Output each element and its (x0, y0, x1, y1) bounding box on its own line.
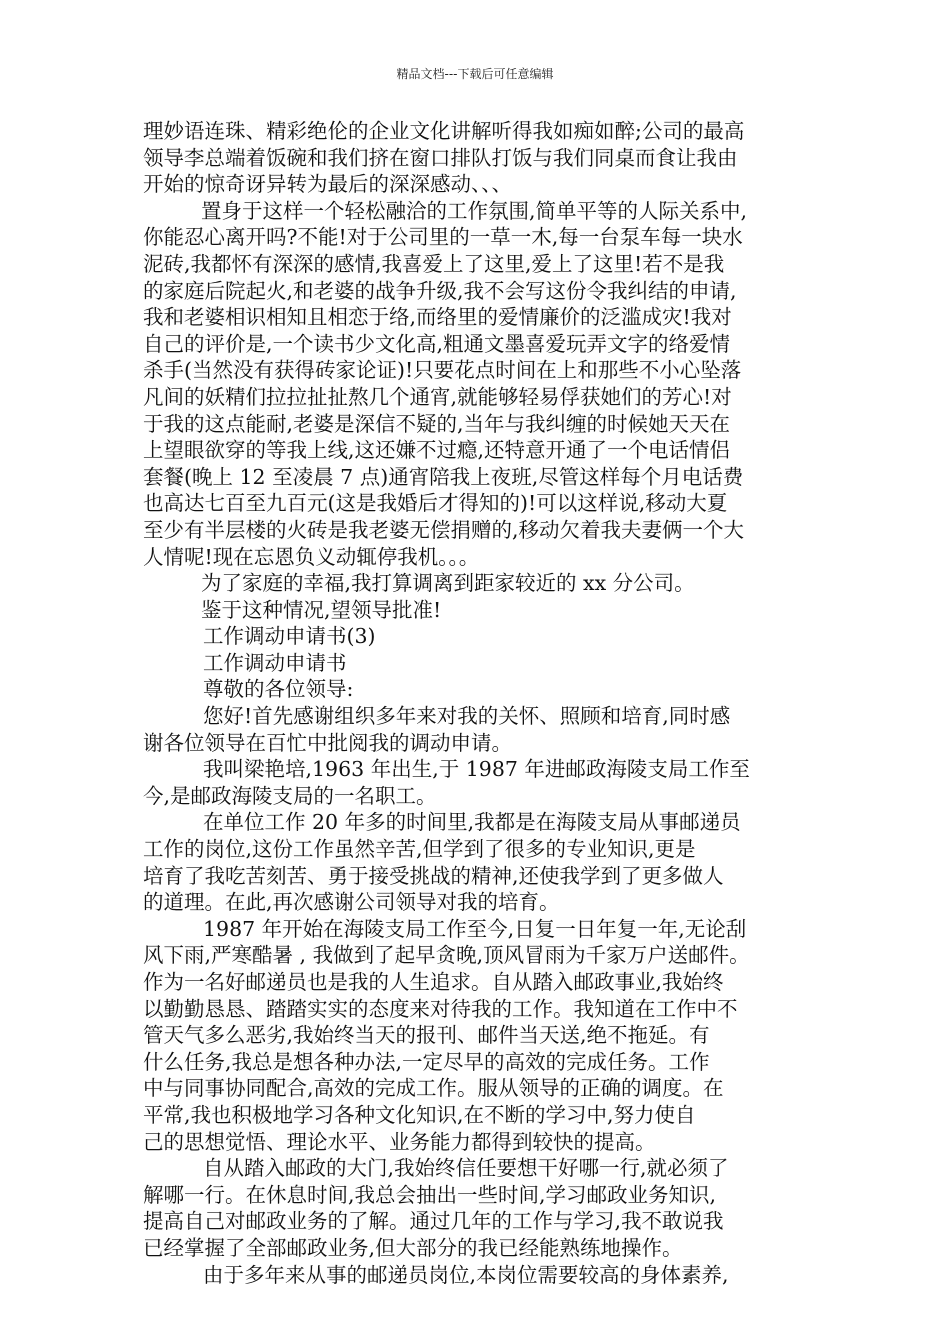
text-line: 理妙语连珠、精彩绝伦的企业文化讲解听得我如痴如醉;公司的最高 (143, 119, 745, 143)
text-line: 在单位工作 20 年多的时间里,我都是在海陵支局从事邮递员 (203, 810, 741, 835)
text-line: 于我的这点能耐,老婆是深信不疑的,当年与我纠缠的时候她天天在 (143, 411, 731, 436)
text-line: 工作调动申请书(3) (203, 624, 376, 649)
text-line: 工作的岗位,这份工作虽然辛苦,但学到了很多的专业知识,更是 (143, 837, 696, 862)
text-line: 风下雨,严寒酷暑 , 我做到了起早贪晚,顶风冒雨为千家万户送邮件。 (143, 943, 750, 968)
text-line: 泥砖,我都怀有深深的感情,我喜爱上了这里,爱上了这里!若不是我 (143, 251, 725, 276)
text-line: 我叫梁艳培,1963 年出生,于 1987 年进邮政海陵支局工作至 (203, 757, 750, 782)
text-line: 由于多年来从事的邮递员岗位,本岗位需要较高的身体素养, (203, 1262, 729, 1287)
text-line: 您好!首先感谢组织多年来对我的关怀、照顾和培育,同时感 (203, 704, 731, 729)
text-line: 自从踏入邮政的大门,我始终信任要想干好哪一行,就必须了 (203, 1156, 729, 1181)
text-line: 培育了我吃苦刻苦、勇于接受挑战的精神,还使我学到了更多做人 (143, 863, 724, 888)
text-line: 工作调动申请书 (203, 650, 347, 675)
text-line: 的家庭后院起火,和老婆的战争升级,我不会写这份令我纠结的申请, (143, 278, 737, 303)
text-line: 杀手(当然没有获得砖家论证)!只要花点时间在上和那些不小心坠落 (143, 358, 742, 383)
text-line: 已经掌握了全部邮政业务,但大部分的我已经能熟练地操作。 (143, 1235, 683, 1260)
text-line: 你能忍心离开吗?不能!对于公司里的一草一木,每一台泵车每一块水 (143, 225, 743, 250)
text-line: 鉴于这种情况,望领导批准! (201, 597, 442, 622)
text-line: 己的思想觉悟、理论水平、业务能力都得到较快的提高。 (143, 1129, 656, 1154)
text-line: 以勤勤恳恳、踏踏实实的态度来对待我的工作。我知道在工作中不 (143, 996, 738, 1021)
text-line: 中与同事协同配合,高效的完成工作。服从领导的正确的调度。在 (143, 1076, 724, 1101)
document-body (143, 118, 823, 1288)
text-line: 解哪一行。在休息时间,我总会抽出一些时间,学习邮政业务知识, (143, 1182, 717, 1207)
page-header: 精品文档---下载后可任意编辑 (396, 67, 554, 81)
text-line: 平常,我也积极地学习各种文化知识,在不断的学习中,努力使自 (143, 1102, 696, 1127)
text-line: 至少有半层楼的火砖是我老婆无偿捐赠的,移动欠着我夫妻俩一个大 (143, 517, 745, 542)
text-line: 提高自己对邮政业务的了解。通过几年的工作与学习,我不敢说我 (143, 1209, 724, 1234)
text-line: 套餐(晚上 12 至凌晨 7 点)通宵陪我上夜班,尽管这样每个月电话费 (143, 464, 744, 489)
text-line: 尊敬的各位领导: (203, 677, 354, 702)
text-line: 也高达七百至九百元(这是我婚后才得知的)!可以这样说,移动大夏 (143, 491, 728, 516)
text-line: 凡间的妖精们拉拉扯扯熬几个通宵,就能够轻易俘获她们的芳心!对 (143, 384, 732, 409)
text-line: 领导李总端着饭碗和我们挤在窗口排队打饭与我们同桌而食让我由 (143, 145, 738, 170)
text-line: 1987 年开始在海陵支局工作至今,日复一日年复一年,无论刮 (203, 916, 747, 941)
text-line: 人情呢!现在忘恩负义动辄停我机。。。 (143, 544, 480, 569)
text-line: 置身于这样一个轻松融洽的工作氛围,简单平等的人际关系中, (201, 198, 748, 223)
text-line: 上望眼欲穿的等我上线,这还嫌不过瘾,还特意开通了一个电话情侣 (143, 438, 731, 463)
text-line: 自己的评价是,一个读书少文化高,粗通文墨喜爱玩弄文字的络爱情 (143, 331, 731, 356)
text-line: 谢各位领导在百忙中批阅我的调动申请。 (143, 730, 512, 755)
text-line: 的道理。在此,再次感谢公司领导对我的培育。 (143, 890, 560, 915)
text-line: 什么任务,我总是想各种办法,一定尽早的高效的完成任务。工作 (143, 1049, 710, 1074)
text-line: 为了家庭的幸福,我打算调离到距家较近的 xx 分公司。 (201, 571, 695, 596)
text-line: 管天气多么恶劣,我始终当天的报刊、邮件当天送,绝不拖延。有 (143, 1023, 710, 1048)
text-line: 我和老婆相识相知且相恋于络,而络里的爱情廉价的泛滥成灾!我对 (143, 305, 732, 330)
text-line: 开始的惊奇讶异转为最后的深深感动、、、 (143, 172, 512, 197)
text-line: 今,是邮政海陵支局的一名职工。 (143, 783, 437, 808)
text-line: 作为一名好邮递员也是我的人生追求。自从踏入邮政事业,我始终 (143, 970, 724, 994)
